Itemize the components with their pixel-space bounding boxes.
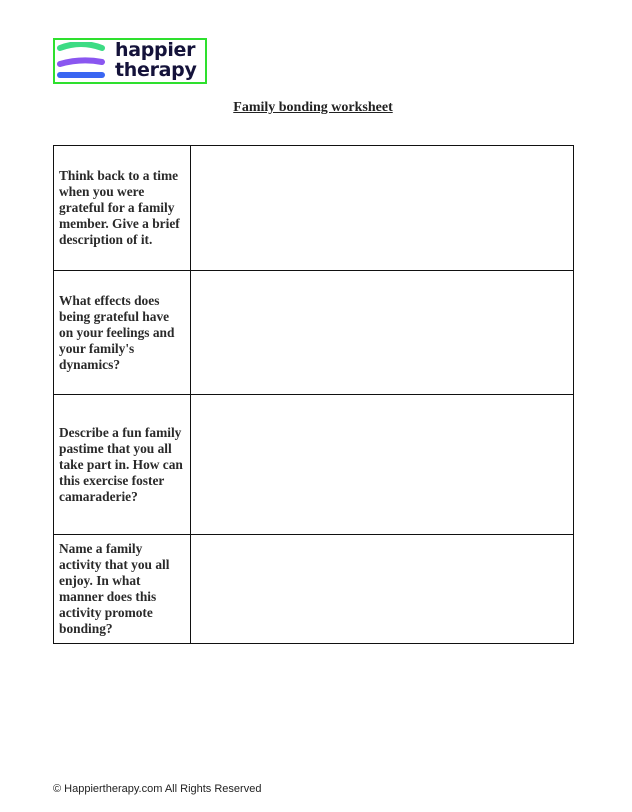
answer-cell[interactable] xyxy=(191,146,574,271)
question-cell: Think back to a time when you were grateful for a family member. Give a brief description of it. xyxy=(54,146,191,271)
logo-wordmark xyxy=(115,40,197,80)
logo-waves-icon xyxy=(57,42,109,82)
question-cell: Describe a fun family pastime that you all take part in. How can this exercise foster camaraderie? xyxy=(54,395,191,535)
answer-cell[interactable] xyxy=(191,535,574,644)
table-row xyxy=(54,535,574,644)
answer-cell[interactable] xyxy=(191,395,574,535)
table-row xyxy=(54,395,574,535)
table-row xyxy=(54,146,574,271)
question-cell: Name a family activity that you all enjoy. In what manner does this activity promote bonding? xyxy=(54,535,191,644)
logo-line-2: therapy xyxy=(115,59,197,81)
copyright-footer: © Happiertherapy.com All Rights Reserved xyxy=(53,783,262,795)
question-cell: What effects does being grateful have on your feelings and your family's dynamics? xyxy=(54,271,191,395)
table-row xyxy=(54,271,574,395)
answer-cell[interactable] xyxy=(191,271,574,395)
logo-line-1: happier xyxy=(115,39,196,61)
worksheet-table xyxy=(53,145,574,644)
page-title: Family bonding worksheet xyxy=(233,100,393,115)
happier-therapy-logo xyxy=(53,38,207,84)
